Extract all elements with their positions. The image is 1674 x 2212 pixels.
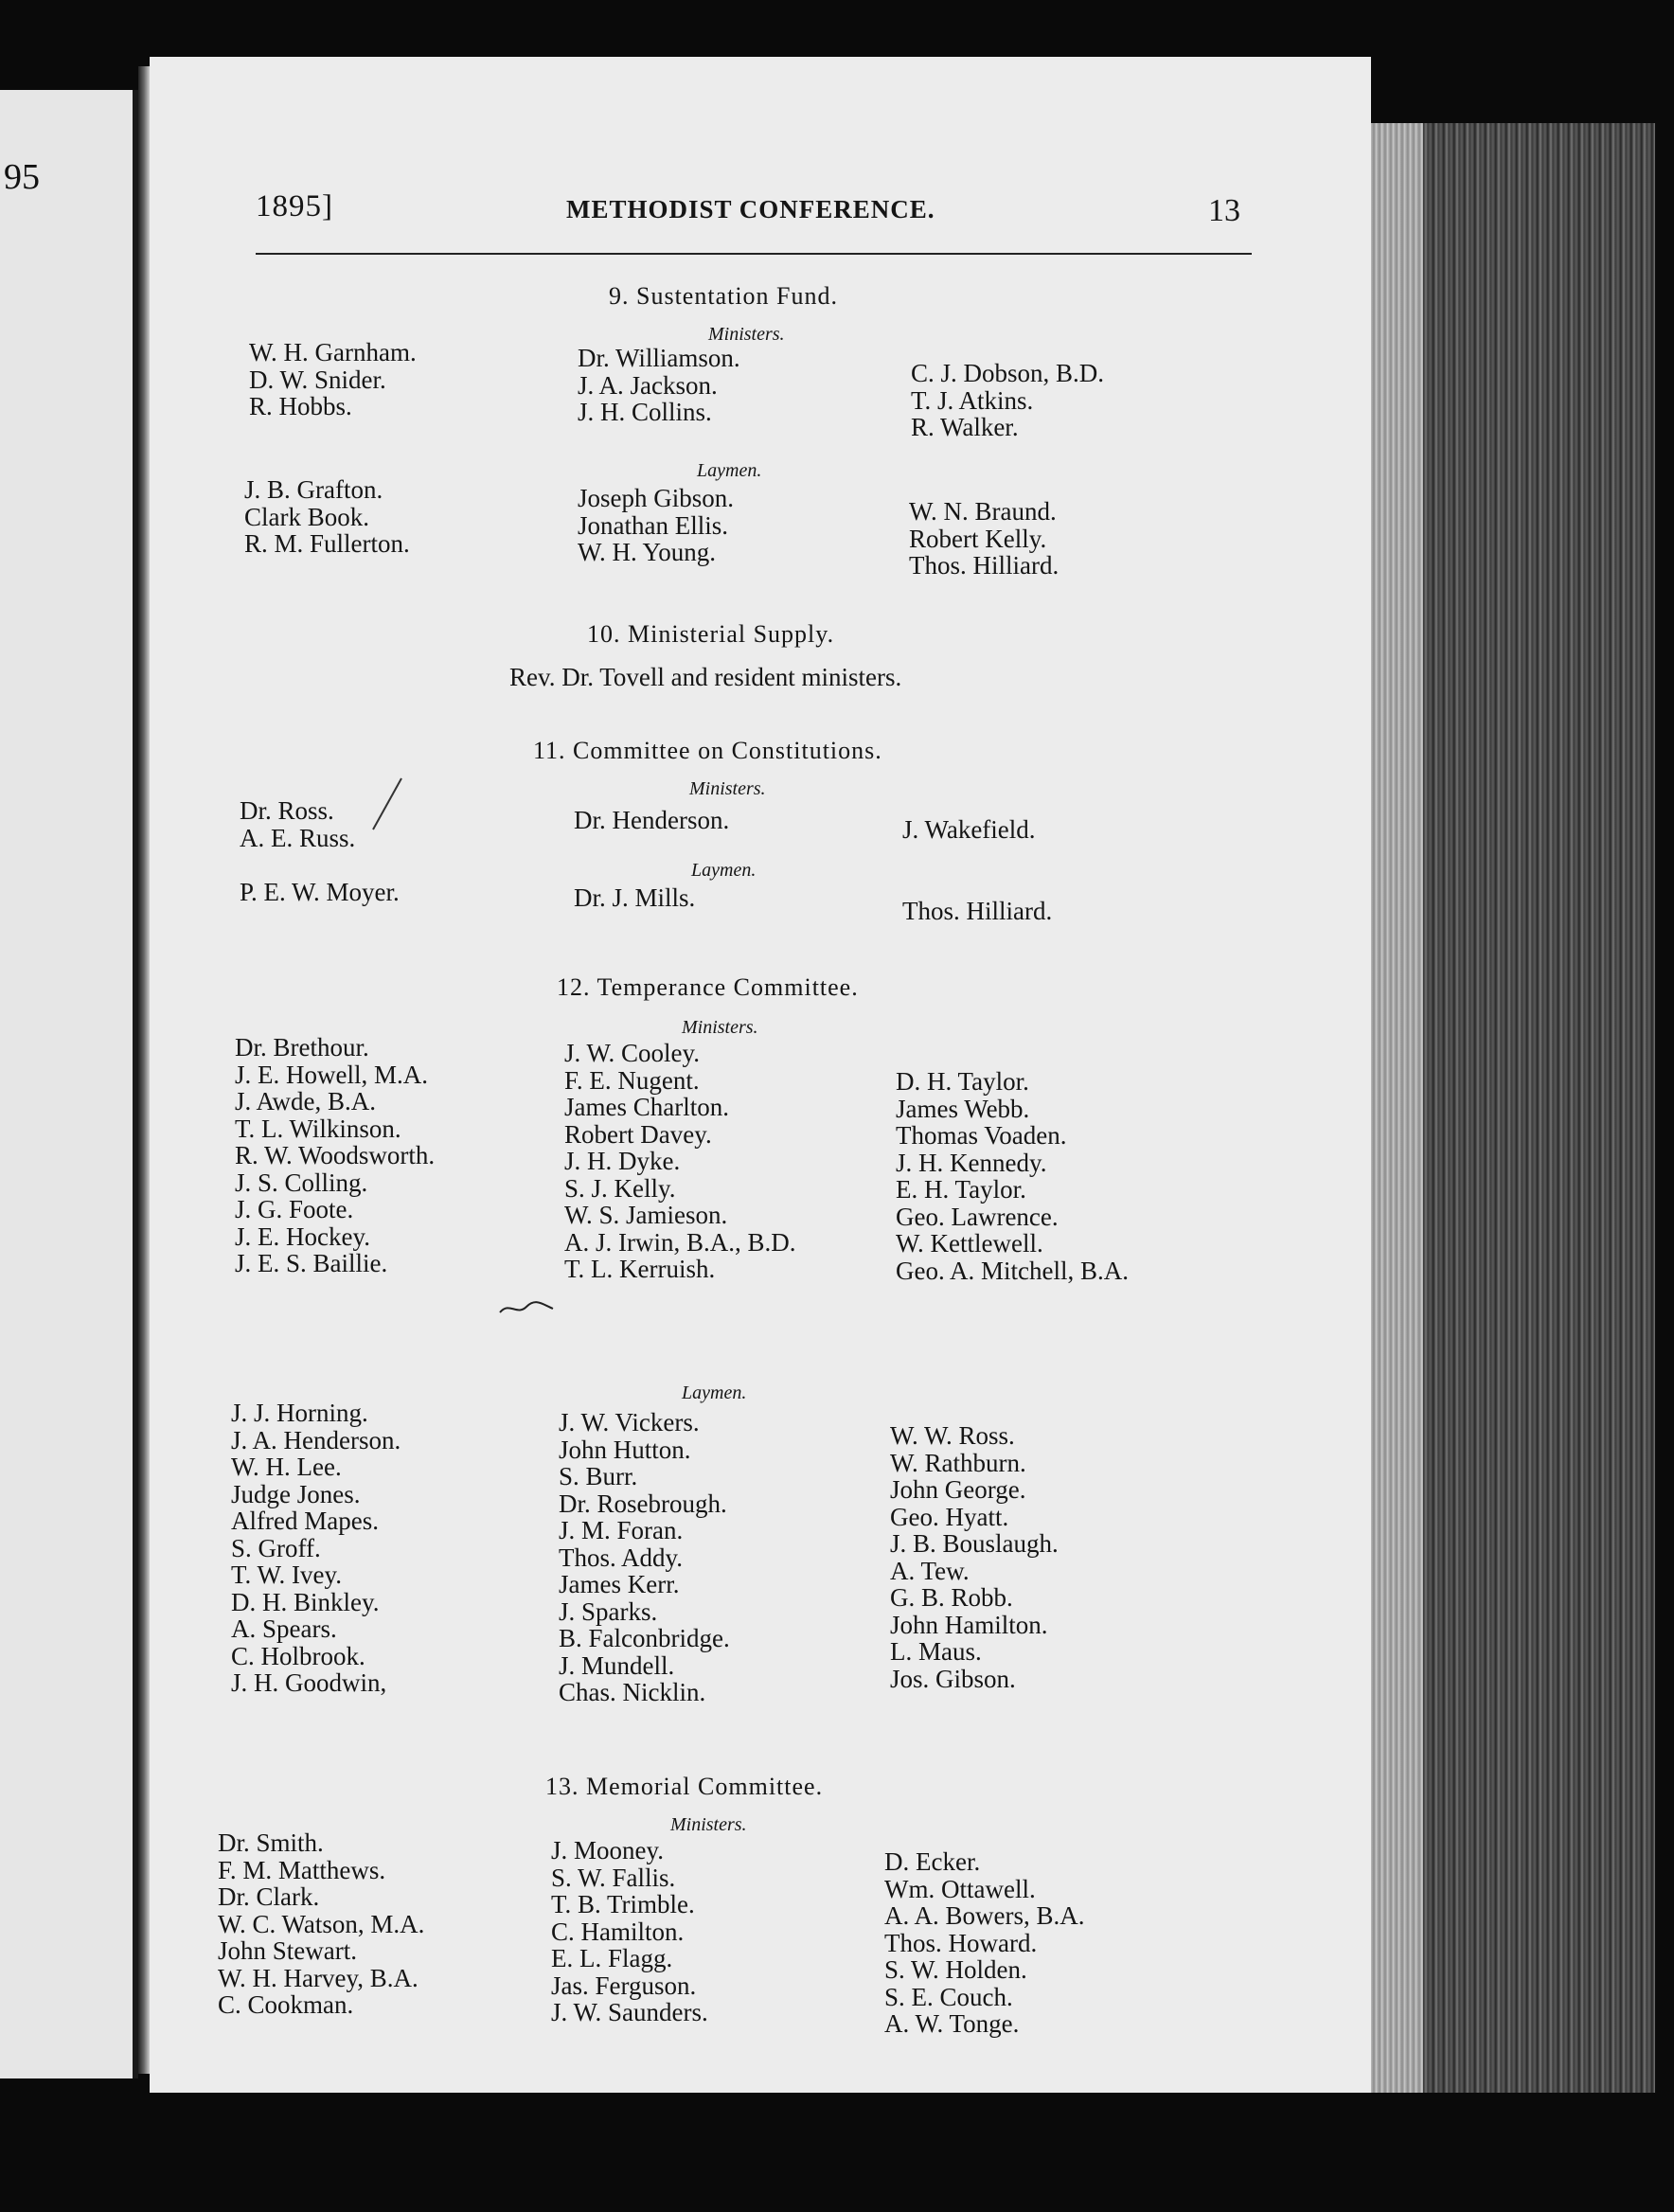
name-entry: James Charlton. xyxy=(564,1093,729,1121)
name-column xyxy=(911,360,1104,441)
name-column xyxy=(564,1040,796,1283)
adjacent-page xyxy=(0,90,138,2078)
name-entry: Dr. Clark. xyxy=(218,1882,320,1911)
page-edge-stack xyxy=(1371,123,1655,2093)
name-column xyxy=(884,1848,1085,2038)
name-entry: John Stewart. xyxy=(218,1936,357,1965)
name-column xyxy=(235,1034,435,1277)
name-entry: S. E. Couch. xyxy=(884,1982,1013,2011)
name-entry: Robert Kelly. xyxy=(909,524,1047,553)
name-column xyxy=(578,485,734,566)
name-entry: W. Kettlewell. xyxy=(896,1229,1043,1258)
name-entry: S. Burr. xyxy=(559,1462,638,1490)
name-column xyxy=(240,797,355,851)
name-entry: Clark Book. xyxy=(244,502,369,531)
name-entry: P. E. W. Moyer. xyxy=(240,878,400,906)
adjacent-page-number: 95 xyxy=(4,157,40,197)
name-entry: A. Tew. xyxy=(890,1556,970,1585)
name-entry: C. Cookman. xyxy=(218,1990,354,2019)
name-entry: J. H. Collins. xyxy=(578,398,712,426)
name-entry: Wm. Ottawell. xyxy=(884,1874,1036,1903)
name-entry: John Hutton. xyxy=(559,1435,691,1464)
name-entry: J. M. Foran. xyxy=(559,1516,684,1544)
name-entry: J. Mooney. xyxy=(551,1836,664,1864)
name-entry: C. J. Dobson, B.D. xyxy=(911,359,1105,387)
name-entry: James Kerr. xyxy=(559,1570,680,1598)
name-entry: A. Spears. xyxy=(231,1614,337,1643)
name-entry: R. Walker. xyxy=(911,413,1019,441)
name-entry: J. Awde, B.A. xyxy=(235,1087,377,1115)
name-entry: T. L. Kerruish. xyxy=(564,1255,716,1283)
name-entry: J. B. Grafton. xyxy=(244,475,383,504)
name-entry: John George. xyxy=(890,1475,1026,1504)
name-column xyxy=(240,879,400,906)
name-entry: T. J. Atkins. xyxy=(911,385,1034,415)
name-column xyxy=(559,1409,730,1706)
name-entry: Dr. Rosebrough. xyxy=(559,1489,727,1518)
name-entry: J. Wakefield. xyxy=(902,815,1036,844)
header-rule xyxy=(256,253,1252,255)
name-column xyxy=(249,339,417,420)
name-entry: F. M. Matthews. xyxy=(218,1855,386,1884)
section-heading-sustentation-fund: 9. Sustentation Fund. xyxy=(609,282,839,310)
name-entry: T. L. Wilkinson. xyxy=(235,1114,401,1143)
name-entry: S. Groff. xyxy=(231,1533,321,1562)
section-heading-temperance-committee: 12. Temperance Committee. xyxy=(557,973,859,1001)
name-column xyxy=(218,1829,424,2019)
name-entry: D. H. Binkley. xyxy=(231,1587,380,1616)
name-entry: Chas. Nicklin. xyxy=(559,1678,706,1706)
name-entry: E. L. Flagg. xyxy=(551,1944,673,1972)
name-entry: W. W. Ross. xyxy=(890,1421,1015,1450)
name-entry: Jonathan Ellis. xyxy=(578,510,728,540)
name-entry: Thos. Addy. xyxy=(559,1543,684,1572)
name-entry: J. W. Saunders. xyxy=(551,1998,708,2026)
name-entry: J. W. Cooley. xyxy=(564,1039,701,1067)
page-number: 13 xyxy=(1208,193,1240,228)
name-entry: John Hamilton. xyxy=(890,1610,1048,1639)
name-entry: S. W. Fallis. xyxy=(551,1863,676,1892)
name-entry: W. Rathburn. xyxy=(890,1448,1026,1477)
name-entry: Dr. Williamson. xyxy=(578,344,740,372)
name-entry: Jos. Gibson. xyxy=(890,1664,1016,1693)
name-column xyxy=(896,1068,1129,1284)
name-column xyxy=(231,1400,401,1697)
name-entry: J. G. Foote. xyxy=(235,1195,354,1223)
name-entry: Geo. A. Mitchell, B.A. xyxy=(896,1256,1129,1285)
name-entry: D. Ecker. xyxy=(884,1847,981,1876)
name-entry: J. A. Jackson. xyxy=(578,370,718,400)
name-entry: E. H. Taylor. xyxy=(896,1175,1026,1204)
name-entry: R. W. Woodsworth. xyxy=(235,1141,436,1169)
name-entry: W. H. Lee. xyxy=(231,1453,342,1481)
name-entry: R. M. Fullerton. xyxy=(244,529,410,558)
name-entry: J. E. Hockey. xyxy=(235,1222,370,1251)
pencil-squiggle-mark xyxy=(498,1299,555,1318)
name-entry: W. H. Garnham. xyxy=(249,338,417,366)
group-label-ministers: Ministers. xyxy=(670,1814,747,1835)
name-entry: F. E. Nugent. xyxy=(564,1065,700,1095)
name-entry: A. A. Bowers, B.A. xyxy=(884,1901,1085,1930)
name-entry: C. Holbrook. xyxy=(231,1641,365,1670)
name-entry: S. W. Holden. xyxy=(884,1955,1027,1984)
name-entry: T. W. Ivey. xyxy=(231,1561,342,1589)
name-entry: W. H. Young. xyxy=(578,538,717,566)
pencil-mark xyxy=(367,776,405,833)
name-column xyxy=(574,884,695,912)
name-column xyxy=(902,898,1052,925)
name-entry: A. J. Irwin, B.A., B.D. xyxy=(564,1227,796,1257)
name-entry: Jas. Ferguson. xyxy=(551,1971,697,2000)
name-entry: S. J. Kelly. xyxy=(564,1173,676,1203)
name-entry: Robert Davey. xyxy=(564,1119,712,1149)
name-entry: J. S. Colling. xyxy=(235,1168,368,1197)
name-entry: W. C. Watson, M.A. xyxy=(218,1909,425,1938)
document-page xyxy=(150,57,1371,2093)
header-title: METHODIST CONFERENCE. xyxy=(566,195,935,223)
section-heading-constitutions: 11. Committee on Constitutions. xyxy=(533,737,882,764)
name-entry: D. W. Snider. xyxy=(249,365,386,394)
name-entry: G. B. Robb. xyxy=(890,1583,1013,1612)
name-entry: J. E. S. Baillie. xyxy=(235,1249,388,1277)
name-entry: J. E. Howell, M.A. xyxy=(235,1060,428,1089)
name-column xyxy=(909,498,1059,580)
group-label-laymen: Laymen. xyxy=(697,460,762,481)
name-entry: Thos. Hilliard. xyxy=(909,551,1060,580)
book-gutter xyxy=(138,66,150,2074)
name-entry: Geo. Lawrence. xyxy=(896,1202,1059,1231)
name-entry: A. E. Russ. xyxy=(240,823,356,852)
group-label-laymen: Laymen. xyxy=(682,1382,747,1403)
name-entry: Dr. Ross. xyxy=(240,796,334,825)
name-entry: Dr. Smith. xyxy=(218,1828,324,1857)
name-entry: J. Sparks. xyxy=(559,1597,658,1626)
name-entry: W. H. Harvey, B.A. xyxy=(218,1963,418,1992)
name-column xyxy=(574,807,729,834)
name-entry: Dr. Brethour. xyxy=(235,1033,369,1061)
name-entry: T. B. Trimble. xyxy=(551,1890,695,1918)
name-entry: J. Mundell. xyxy=(559,1650,675,1680)
name-entry: James Webb. xyxy=(896,1094,1030,1123)
name-entry: J. W. Vickers. xyxy=(559,1408,700,1436)
name-entry: Thos. Howard. xyxy=(884,1928,1038,1957)
name-entry: Thos. Hilliard. xyxy=(902,897,1053,925)
name-entry: C. Hamilton. xyxy=(551,1917,685,1946)
group-label-ministers: Ministers. xyxy=(708,324,785,345)
name-entry: Geo. Hyatt. xyxy=(890,1502,1009,1531)
name-entry: J. J. Horning. xyxy=(231,1399,368,1427)
name-entry: Joseph Gibson. xyxy=(578,484,735,512)
section-heading-memorial-committee: 13. Memorial Committee. xyxy=(545,1773,824,1800)
name-entry: Judge Jones. xyxy=(231,1479,361,1508)
header-year: 1895] xyxy=(256,189,333,223)
name-entry: R. Hobbs. xyxy=(249,392,352,420)
name-entry: Dr. J. Mills. xyxy=(574,883,696,912)
name-entry: J. H. Goodwin, xyxy=(231,1668,387,1697)
name-entry: W. N. Braund. xyxy=(909,497,1057,526)
running-header xyxy=(150,189,1371,246)
name-entry: A. W. Tonge. xyxy=(884,2009,1020,2038)
section-heading-ministerial-supply: 10. Ministerial Supply. xyxy=(587,620,835,648)
name-entry: W. S. Jamieson. xyxy=(564,1201,728,1229)
group-label-ministers: Ministers. xyxy=(682,1017,758,1038)
name-entry: D. H. Taylor. xyxy=(896,1067,1029,1096)
name-column xyxy=(890,1422,1059,1692)
name-column xyxy=(551,1837,708,2026)
group-label-laymen: Laymen. xyxy=(691,860,757,881)
name-entry: L. Maus. xyxy=(890,1637,982,1666)
group-label-ministers: Ministers. xyxy=(689,778,766,799)
name-column xyxy=(578,345,740,426)
section-text-ministerial-supply: Rev. Dr. Tovell and resident ministers. xyxy=(509,663,902,691)
name-column xyxy=(902,816,1036,844)
name-column xyxy=(244,476,410,558)
name-entry: J. H. Dyke. xyxy=(564,1147,681,1175)
name-entry: J. H. Kennedy. xyxy=(896,1148,1047,1177)
name-entry: Alfred Mapes. xyxy=(231,1507,379,1535)
name-entry: Dr. Henderson. xyxy=(574,806,730,834)
name-entry: Thomas Voaden. xyxy=(896,1121,1067,1150)
name-entry: J. B. Bouslaugh. xyxy=(890,1529,1059,1558)
name-entry: B. Falconbridge. xyxy=(559,1624,730,1652)
name-entry: J. A. Henderson. xyxy=(231,1425,401,1454)
